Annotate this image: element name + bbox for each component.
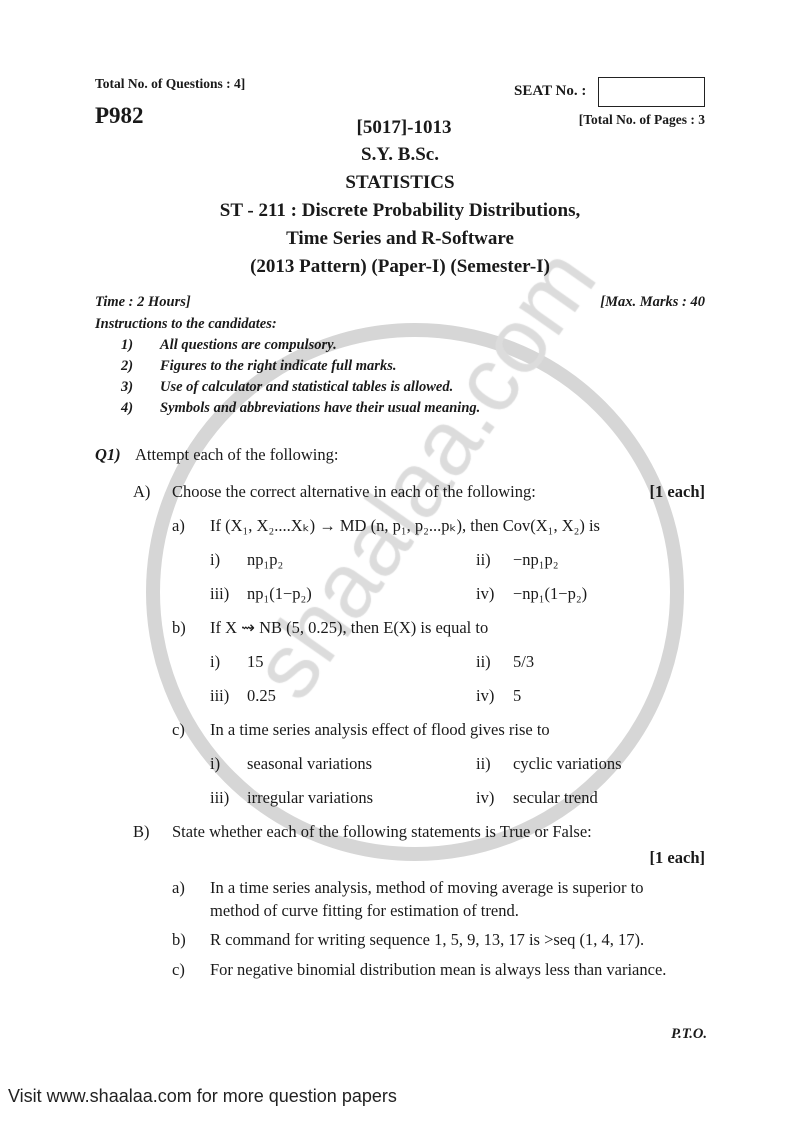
time: Time : 2 Hours] xyxy=(95,294,191,310)
option-num: i) xyxy=(210,550,221,569)
q1b-text: State whether each of the following statements is True or False: xyxy=(172,822,592,841)
instruction-text: Use of calculator and statistical tables is allowed. xyxy=(160,379,454,395)
option-text: 0.25 xyxy=(247,686,276,705)
total-pages: [Total No. of Pages : 3 xyxy=(578,112,705,127)
option-text: cyclic variations xyxy=(513,754,622,773)
q1a-number: A) xyxy=(133,482,151,501)
option-text: secular trend xyxy=(513,788,598,807)
option-num: i) xyxy=(210,754,221,773)
option-num: ii) xyxy=(476,550,491,569)
instruction-text: All questions are compulsory. xyxy=(160,337,337,353)
option-num: iv) xyxy=(476,788,495,807)
tf-num: c) xyxy=(172,960,185,979)
option-num: iii) xyxy=(210,584,230,603)
tf-text: In a time series analysis, method of moving average is superior to xyxy=(210,878,644,897)
option-text: 5/3 xyxy=(513,652,535,671)
tf-num: b) xyxy=(172,930,186,949)
option-text: −np₁(1−p₂) xyxy=(513,584,588,603)
instruction-text: Figures to the right indicate full marks. xyxy=(160,358,397,374)
option-num: iv) xyxy=(476,686,495,705)
option-text: 15 xyxy=(247,652,264,671)
mcq-question: In a time series analysis effect of flood gives rise to xyxy=(210,720,550,739)
option-num: ii) xyxy=(476,754,491,773)
seat-number-box xyxy=(598,77,705,107)
mcq-question: If (X₁, X₂....Xₖ) → MD (n, p₁, p₂...pₖ), then Cov(X₁, X₂) is xyxy=(210,516,600,535)
q1-number: Q1) xyxy=(95,445,121,464)
instruction-num: 4) xyxy=(121,400,134,416)
q1a-text: Choose the correct alternative in each of the following: xyxy=(172,482,536,501)
instruction-text: Symbols and abbreviations have their usual meaning. xyxy=(160,400,481,416)
option-text: np₁(1−p₂) xyxy=(247,584,312,603)
q1b-marks: [1 each] xyxy=(649,848,705,867)
tf-num: a) xyxy=(172,878,185,897)
q1a-marks: [1 each] xyxy=(649,482,705,501)
option-text: np₁p₂ xyxy=(247,550,284,569)
tf-text: For negative binomial distribution mean is always less than variance. xyxy=(210,960,667,979)
pto: P.T.O. xyxy=(671,1026,707,1042)
option-text: 5 xyxy=(513,686,522,705)
total-questions: Total No. of Questions : 4] xyxy=(95,76,246,91)
instruction-num: 1) xyxy=(121,337,134,353)
paper-title-line2: Time Series and R-Software xyxy=(286,228,514,249)
q1b-number: B) xyxy=(133,822,150,841)
footer-link[interactable]: Visit www.shaalaa.com for more question papers xyxy=(8,1086,397,1106)
mcq-question: If X ⇝ NB (5, 0.25), then E(X) is equal to xyxy=(210,618,489,637)
mcq-num: a) xyxy=(172,516,185,535)
tf-text: R command for writing sequence 1, 5, 9, 13, 17 is >seq (1, 4, 17). xyxy=(210,930,645,949)
mcq-num: b) xyxy=(172,618,186,637)
paper-code: P982 xyxy=(95,103,144,128)
seat-label: SEAT No. : xyxy=(514,83,587,99)
option-text: seasonal variations xyxy=(247,754,373,773)
subject: STATISTICS xyxy=(345,172,455,193)
q1-text: Attempt each of the following: xyxy=(135,445,339,464)
instruction-num: 2) xyxy=(121,358,134,374)
pattern: (2013 Pattern) (Paper-I) (Semester-I) xyxy=(250,256,550,277)
option-text: irregular variations xyxy=(247,788,373,807)
instructions-title: Instructions to the candidates: xyxy=(95,316,277,332)
exam-code: [5017]-1013 xyxy=(356,117,452,138)
option-num: iv) xyxy=(476,584,495,603)
mcq-num: c) xyxy=(172,720,185,739)
option-num: ii) xyxy=(476,652,491,671)
tf-text-cont: method of curve fitting for estimation of trend. xyxy=(210,901,519,920)
option-text: −np₁p₂ xyxy=(513,550,559,569)
paper-title-line1: ST - 211 : Discrete Probability Distributions, xyxy=(219,200,581,221)
instruction-num: 3) xyxy=(121,379,134,395)
max-marks: [Max. Marks : 40 xyxy=(600,294,705,310)
option-num: iii) xyxy=(210,788,230,807)
option-num: iii) xyxy=(210,686,230,705)
option-num: i) xyxy=(210,652,221,671)
course: S.Y. B.Sc. xyxy=(361,144,439,165)
